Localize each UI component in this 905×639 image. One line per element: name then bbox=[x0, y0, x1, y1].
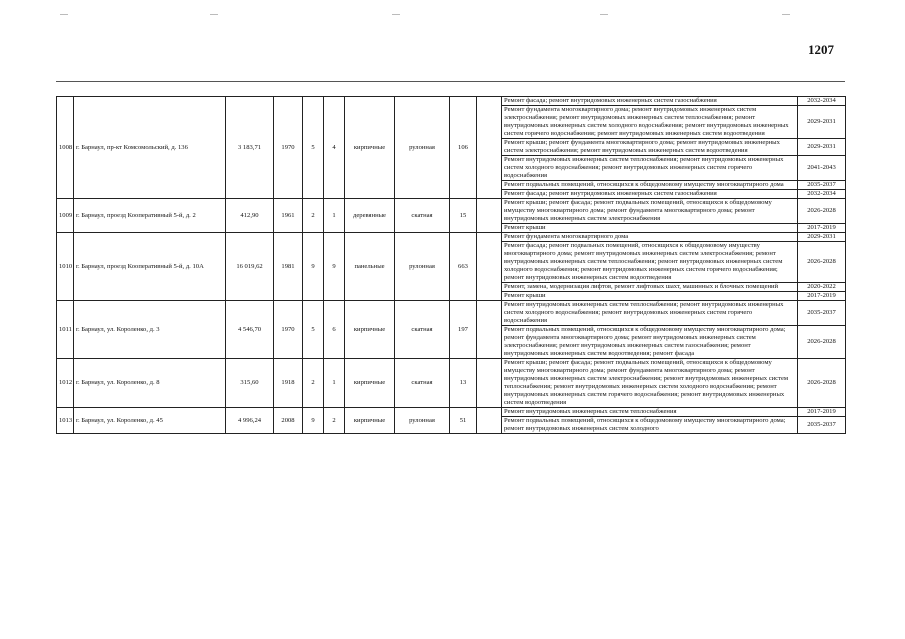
work-period-cell: 2026-2028 bbox=[798, 199, 846, 224]
roof-type-cell: скатная bbox=[395, 359, 450, 408]
floor-count-cell: 9 bbox=[303, 233, 324, 301]
scan-tick-mark bbox=[392, 14, 400, 15]
floor-count-cell: 9 bbox=[303, 408, 324, 434]
roof-type-cell: скатная bbox=[395, 301, 450, 359]
roof-type-cell: рулонная bbox=[395, 408, 450, 434]
address-cell: г. Барнаул, ул. Короленко, д. 45 bbox=[74, 408, 226, 434]
work-period-cell: 2035-2037 bbox=[798, 181, 846, 190]
construction-year-cell: 1961 bbox=[274, 199, 303, 233]
empty-cell bbox=[477, 97, 502, 199]
entrance-count-cell: 1 bbox=[324, 359, 345, 408]
resident-count-cell: 15 bbox=[450, 199, 477, 233]
construction-year-cell: 1970 bbox=[274, 301, 303, 359]
work-description-cell: Ремонт фундамента многоквартирного дома bbox=[502, 233, 798, 242]
construction-year-cell: 1981 bbox=[274, 233, 303, 301]
roof-type-cell: рулонная bbox=[395, 233, 450, 301]
work-period-cell: 2029-2031 bbox=[798, 139, 846, 156]
work-description-cell: Ремонт внутридомовых инженерных систем теплоснабжения bbox=[502, 408, 798, 417]
work-description-cell: Ремонт подвальных помещений, относящихся к общедомовому имуществу многоквартирного дома bbox=[502, 181, 798, 190]
table-row bbox=[57, 97, 846, 106]
table-row bbox=[57, 359, 846, 408]
scan-tick-mark bbox=[60, 14, 68, 15]
resident-count-cell: 663 bbox=[450, 233, 477, 301]
row-number-cell: 1009 bbox=[57, 199, 74, 233]
empty-cell bbox=[477, 199, 502, 233]
work-description-cell: Ремонт фасада; ремонт внутридомовых инженерных систем газоснабжения bbox=[502, 97, 798, 106]
registry-body bbox=[57, 97, 846, 434]
empty-cell bbox=[477, 233, 502, 301]
row-number-cell: 1012 bbox=[57, 359, 74, 408]
work-description-cell: Ремонт, замена, модернизация лифтов, ремонт лифтовых шахт, машинных и блочных помещений bbox=[502, 283, 798, 292]
address-cell: г. Барнаул, пр-кт Комсомольский, д. 136 bbox=[74, 97, 226, 199]
page-number: 1207 bbox=[808, 42, 834, 57]
header-rule bbox=[56, 81, 845, 82]
address-cell: г. Барнаул, ул. Короленко, д. 3 bbox=[74, 301, 226, 359]
work-description-cell: Ремонт внутридомовых инженерных систем теплоснабжения; ремонт внутридомовых инженерных систем холодного водоснабжения; ремонт внутридомовых инженерных систем горячего водоснабжения bbox=[502, 301, 798, 326]
row-number-cell: 1011 bbox=[57, 301, 74, 359]
address-cell: г. Барнаул, ул. Короленко, д. 8 bbox=[74, 359, 226, 408]
wall-material-cell: кирпичные bbox=[345, 97, 395, 199]
work-description-cell: Ремонт крыши bbox=[502, 292, 798, 301]
work-period-cell: 2029-2031 bbox=[798, 106, 846, 139]
entrance-count-cell: 6 bbox=[324, 301, 345, 359]
table-row bbox=[57, 408, 846, 417]
work-period-cell: 2032-2034 bbox=[798, 190, 846, 199]
total-area-cell: 4 546,70 bbox=[226, 301, 274, 359]
resident-count-cell: 51 bbox=[450, 408, 477, 434]
floor-count-cell: 5 bbox=[303, 97, 324, 199]
work-period-cell: 2026-2028 bbox=[798, 242, 846, 283]
floor-count-cell: 5 bbox=[303, 301, 324, 359]
construction-year-cell: 1970 bbox=[274, 97, 303, 199]
work-period-cell: 2017-2019 bbox=[798, 224, 846, 233]
work-description-cell: Ремонт крыши; ремонт фасада; ремонт подвальных помещений, относящихся к общедомовому имуществу многоквартирного дома; ремонт фундамента многоквартирного дома; ремонт внутридомовых инженерных систем электроснабжения; ремонт внутридомовых инженерных систем теплоснабжения; ремонт внутридомовых инженерных систем холодного водоснабжения; ремонт внутридомовых инженерных систем горячего водоснабжения; ремонт внутридомовых инженерных систем водоотведения bbox=[502, 359, 798, 408]
work-description-cell: Ремонт фасада; ремонт внутридомовых инженерных систем газоснабжения bbox=[502, 190, 798, 199]
entrance-count-cell: 4 bbox=[324, 97, 345, 199]
table-row bbox=[57, 301, 846, 326]
scan-tick-mark bbox=[600, 14, 608, 15]
row-number-cell: 1008 bbox=[57, 97, 74, 199]
address-cell: г. Барнаул, проезд Кооперативный 5-й, д. 10А bbox=[74, 233, 226, 301]
resident-count-cell: 13 bbox=[450, 359, 477, 408]
floor-count-cell: 2 bbox=[303, 199, 324, 233]
resident-count-cell: 197 bbox=[450, 301, 477, 359]
construction-year-cell: 2008 bbox=[274, 408, 303, 434]
roof-type-cell: рулонная bbox=[395, 97, 450, 199]
total-area-cell: 4 996,24 bbox=[226, 408, 274, 434]
empty-cell bbox=[477, 408, 502, 434]
row-number-cell: 1010 bbox=[57, 233, 74, 301]
empty-cell bbox=[477, 359, 502, 408]
total-area-cell: 412,90 bbox=[226, 199, 274, 233]
wall-material-cell: кирпичные bbox=[345, 301, 395, 359]
row-number-cell: 1013 bbox=[57, 408, 74, 434]
work-period-cell: 2035-2037 bbox=[798, 417, 846, 434]
wall-material-cell: кирпичные bbox=[345, 359, 395, 408]
work-period-cell: 2026-2028 bbox=[798, 359, 846, 408]
work-period-cell: 2032-2034 bbox=[798, 97, 846, 106]
empty-cell bbox=[477, 301, 502, 359]
scan-tick-mark bbox=[210, 14, 218, 15]
scan-tick-mark bbox=[782, 14, 790, 15]
work-period-cell: 2017-2019 bbox=[798, 292, 846, 301]
resident-count-cell: 106 bbox=[450, 97, 477, 199]
table-row bbox=[57, 233, 846, 242]
work-period-cell: 2029-2031 bbox=[798, 233, 846, 242]
work-description-cell: Ремонт внутридомовых инженерных систем теплоснабжения; ремонт внутридомовых инженерных систем холодного водоснабжения; ремонт внутридомовых инженерных систем горячего водоснабжения bbox=[502, 156, 798, 181]
work-period-cell: 2041-2043 bbox=[798, 156, 846, 181]
wall-material-cell: панельные bbox=[345, 233, 395, 301]
work-period-cell: 2017-2019 bbox=[798, 408, 846, 417]
roof-type-cell: скатная bbox=[395, 199, 450, 233]
table-row bbox=[57, 199, 846, 224]
work-description-cell: Ремонт фундамента многоквартирного дома; ремонт внутридомовых инженерных систем электроснабжения; ремонт внутридомовых инженерных систем теплоснабжения; ремонт внутридомовых инженерных систем холодного водоснабжения; ремонт внутридомовых инженерных систем горячего водоснабжения; ремонт внутридомовых инженерных систем водоотведения bbox=[502, 106, 798, 139]
address-cell: г. Барнаул, проезд Кооперативный 5-й, д. 2 bbox=[74, 199, 226, 233]
work-description-cell: Ремонт крыши; ремонт фундамента многоквартирного дома; ремонт внутридомовых инженерных систем электроснабжения; ремонт внутридомовых инженерных систем водоотведения bbox=[502, 139, 798, 156]
construction-year-cell: 1918 bbox=[274, 359, 303, 408]
total-area-cell: 315,60 bbox=[226, 359, 274, 408]
work-description-cell: Ремонт крыши bbox=[502, 224, 798, 233]
entrance-count-cell: 1 bbox=[324, 199, 345, 233]
work-description-cell: Ремонт крыши; ремонт фасада; ремонт подвальных помещений, относящихся к общедомовому имуществу многоквартирного дома; ремонт фундамента многоквартирного дома; ремонт внутридомовых инженерных систем электроснабжения bbox=[502, 199, 798, 224]
work-description-cell: Ремонт подвальных помещений, относящихся к общедомовому имуществу многоквартирного дома; ремонт фундамента многоквартирного дома; ремонт внутридомовых инженерных систем электроснабжения; ремонт внутридомовых инженерных систем газоснабжения; ремонт внутридомовых инженерных систем водоотведения; ремонт фасада bbox=[502, 326, 798, 359]
work-description-cell: Ремонт подвальных помещений, относящихся к общедомовому имуществу многоквартирного дома; ремонт внутридомовых инженерных систем холодного bbox=[502, 417, 798, 434]
housing-registry-table bbox=[56, 96, 846, 434]
work-period-cell: 2026-2028 bbox=[798, 326, 846, 359]
entrance-count-cell: 2 bbox=[324, 408, 345, 434]
wall-material-cell: кирпичные bbox=[345, 408, 395, 434]
work-description-cell: Ремонт фасада; ремонт подвальных помещений, относящихся к общедомовому имуществу многоквартирного дома; ремонт внутридомовых инженерных систем электроснабжения; ремонт внутридомовых инженерных систем теплоснабжения; ремонт внутридомовых инженерных систем холодного водоснабжения; ремонт внутридомовых инженерных систем горячего водоснабжения; ремонт внутридомовых инженерных систем водоотведения bbox=[502, 242, 798, 283]
work-period-cell: 2035-2037 bbox=[798, 301, 846, 326]
total-area-cell: 16 019,62 bbox=[226, 233, 274, 301]
total-area-cell: 3 183,71 bbox=[226, 97, 274, 199]
wall-material-cell: деревянные bbox=[345, 199, 395, 233]
floor-count-cell: 2 bbox=[303, 359, 324, 408]
entrance-count-cell: 9 bbox=[324, 233, 345, 301]
work-period-cell: 2020-2022 bbox=[798, 283, 846, 292]
